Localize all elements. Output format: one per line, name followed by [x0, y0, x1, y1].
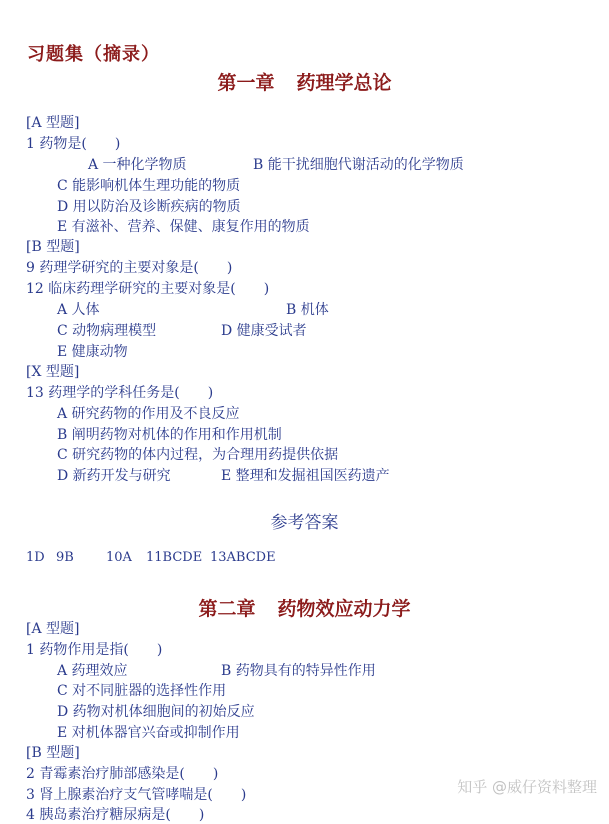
ch2-q1-opt-e: E 对机体器官兴奋或抑制作用 — [57, 725, 240, 741]
ch1-q12-opt-b: B 机体 — [286, 302, 329, 318]
ch1-q13-opt-d: D 新药开发与研究 — [57, 468, 171, 484]
ch1-q1-opt-c: C 能影响机体生理功能的物质 — [57, 178, 241, 194]
ch1-q13-opt-b: B 阐明药物对机体的作用和作用机制 — [57, 427, 282, 443]
answer-item: 10A — [106, 550, 132, 565]
ch1-q13-opt-a: A 研究药物的作用及不良反应 — [57, 406, 240, 422]
answers-line — [26, 550, 276, 565]
ch1-q12-stem: 12 临床药理学研究的主要对象是( ) — [26, 281, 270, 297]
chapter1-number: 第一章 — [217, 72, 275, 94]
chapter2-name: 药物效应动力学 — [277, 598, 411, 620]
ch1-q12-opt-d: D 健康受试者 — [221, 323, 307, 339]
ch2-q1-stem: 1 药物作用是指( ) — [26, 642, 163, 658]
chapter1-title — [0, 68, 609, 95]
chapter2-title — [0, 594, 609, 621]
ch1-section-x: [X 型题] — [26, 364, 80, 380]
ch2-section-b: [B 型题] — [26, 745, 80, 761]
ch2-q1-opt-b: B 药物具有的特异性作用 — [221, 663, 376, 679]
chapter2-number: 第二章 — [198, 598, 256, 620]
ch1-q13-opt-c: C 研究药物的体内过程，为合理用药提供依据 — [57, 447, 339, 463]
chapter1-name: 药理学总论 — [296, 72, 392, 94]
ch2-q2-stem: 2 青霉素治疗肺部感染是( ) — [26, 766, 219, 782]
document-title: 习题集（摘录） — [27, 44, 160, 65]
ch2-q4-stem: 4 胰岛素治疗糖尿病是( ) — [26, 807, 205, 823]
ch1-q12-opt-c: C 动物病理模型 — [57, 323, 157, 339]
ch1-q1-opt-e: E 有滋补、营养、保健、康复作用的物质 — [57, 219, 310, 235]
answer-item: 13ABCDE — [210, 550, 276, 565]
answers-title: 参考答案 — [270, 513, 339, 533]
watermark: 知乎 @威仔资料整理 — [457, 778, 597, 796]
ch1-section-b: [B 型题] — [26, 239, 80, 255]
ch1-q12-opt-e: E 健康动物 — [57, 344, 128, 360]
ch1-q13-stem: 13 药理学的学科任务是( ) — [26, 385, 214, 401]
ch1-q1-opt-a: A 一种化学物质 — [88, 157, 187, 173]
ch1-q1-stem: 1 药物是( ) — [26, 136, 121, 152]
ch1-section-a: [A 型题] — [26, 115, 80, 131]
ch2-q1-opt-d: D 药物对机体细胞间的初始反应 — [57, 704, 255, 720]
answer-item: 9B — [56, 550, 74, 565]
ch1-q12-opt-a: A 人体 — [57, 302, 100, 318]
answer-item: 11BCDE — [146, 550, 203, 565]
ch1-q1-opt-d: D 用以防治及诊断疾病的物质 — [57, 199, 241, 215]
ch2-q1-opt-a: A 药理效应 — [57, 663, 128, 679]
answer-item: 1D — [26, 550, 45, 565]
ch1-q9-stem: 9 药理学研究的主要对象是( ) — [26, 260, 233, 276]
ch1-q1-opt-b: B 能干扰细胞代谢活动的化学物质 — [253, 157, 464, 173]
ch1-q13-opt-e: E 整理和发掘祖国医药遗产 — [221, 468, 390, 484]
ch2-q3-stem: 3 肾上腺素治疗支气管哮喘是( ) — [26, 787, 247, 803]
ch2-q1-opt-c: C 对不同脏器的选择性作用 — [57, 683, 227, 699]
ch2-section-a: [A 型题] — [26, 621, 80, 637]
